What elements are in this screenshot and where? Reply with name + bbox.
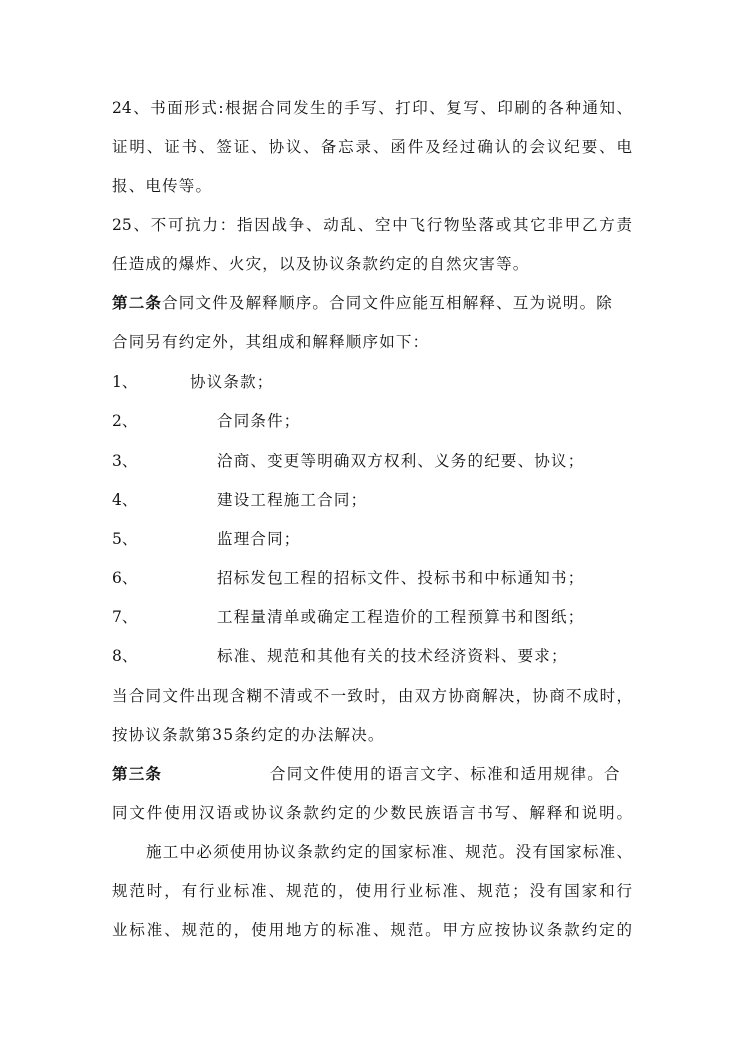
list-item-text: 工程量清单或确定工程造价的工程预算书和图纸； [217,608,585,626]
list-item-text: 标准、规范和其他有关的技术经济资料、要求； [217,647,568,665]
list-item-number: 7、 [112,608,138,626]
list-item-text: 合同条件； [217,412,301,430]
article3-para2-line3: 业标准、规范的，使用地方的标准、规范。甲方应按协议条款约定的 [112,921,632,939]
article2-closing-line2: 按协议条款第35条约定的办法解决。 [112,726,385,744]
list-item-number: 6、 [112,569,138,587]
article3-line2: 同文件使用汉语或协议条款约定的少数民族语言书写、解释和说明。 [112,804,632,822]
list-item-number: 1、 [112,373,138,391]
list-item-text: 协议条款； [190,373,274,391]
article3-line1-text: 合同文件使用的语言文字、标准和适用规律。合 [270,765,621,783]
para25-line2: 任造成的爆炸、火灾，以及协议条款约定的自然灾害等。 [112,255,530,273]
list-item-number: 3、 [112,452,138,470]
list-item-text: 建设工程施工合同； [217,491,368,509]
article3-para2-line2: 规范时，有行业标准、规范的，使用行业标准、规范；没有国家和行 [112,882,632,900]
list-item-number: 5、 [112,530,138,548]
para25-line1: 25、不可抗力：指因战争、动乱、空中飞行物坠落或其它非甲乙方责 [112,216,632,234]
article2-heading: 第二条 [112,293,163,312]
list-item-text: 监理合同； [217,530,301,548]
para24-line3: 报、电传等。 [112,177,213,195]
list-item-text: 招标发包工程的招标文件、投标书和中标通知书； [217,569,585,587]
article2-line1 [112,291,613,313]
para24-line2: 证明、证书、签证、协议、备忘录、函件及经过确认的会议纪要、电 [112,138,632,156]
list-item-number: 8、 [112,647,138,665]
article3-para2-line1: 施工中必须使用协议条款约定的国家标准、规范。没有国家标准、 [146,843,632,861]
article3-heading: 第三条 [112,764,163,783]
article2-line2: 合同另有约定外，其组成和解释顺序如下： [112,333,430,351]
para24-line1: 24、书面形式:根据合同发生的手写、打印、复写、印刷的各种通知、 [112,99,632,117]
list-item-text: 洽商、变更等明确双方权利、义务的纪要、协议； [217,452,585,470]
list-item-number: 4、 [112,491,138,509]
article2-line1-text: 合同文件及解释顺序。合同文件应能互相解释、互为说明。除 [162,294,614,312]
list-item-number: 2、 [112,412,138,430]
article2-closing-line1: 当合同文件出现含糊不清或不一致时，由双方协商解决，协商不成时， [112,687,632,705]
